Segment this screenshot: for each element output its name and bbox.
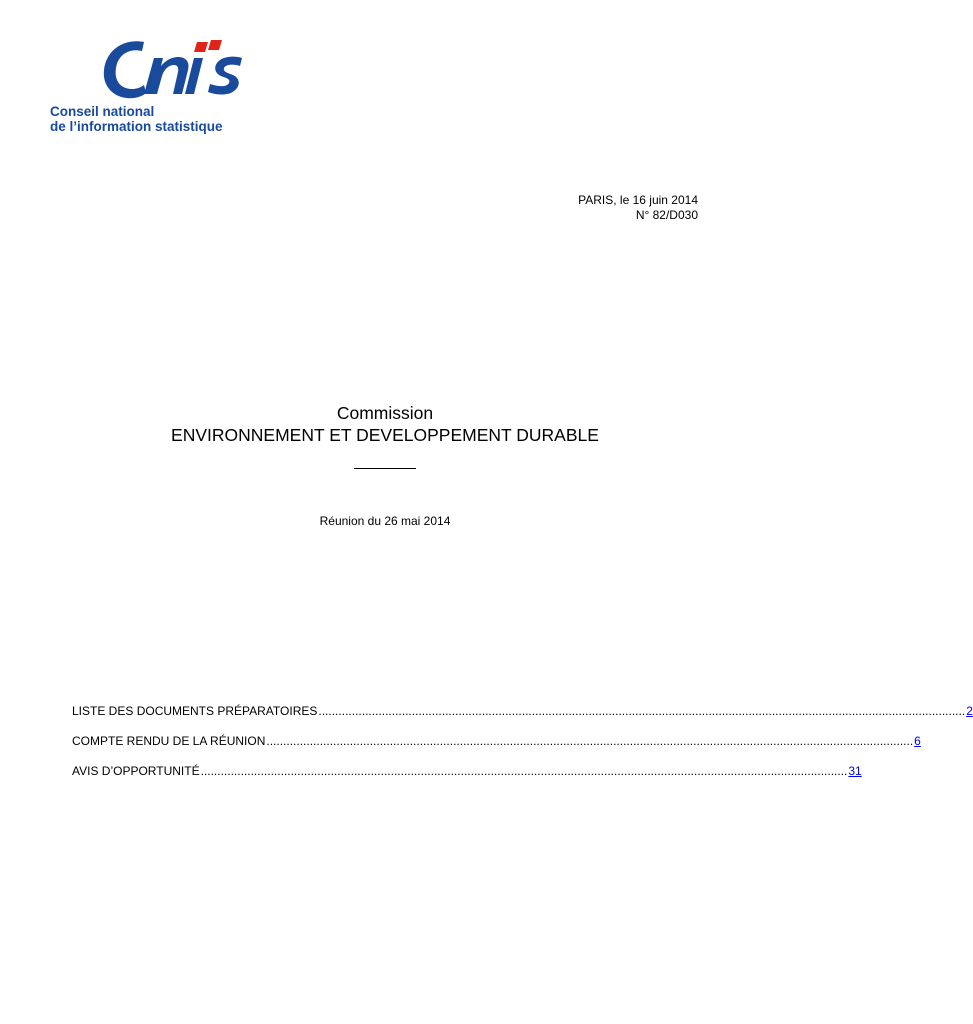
toc-entry-label: AVIS D’OPPORTUNITÉ: [72, 764, 200, 778]
toc-leader-dots: ..................................................................................................................................................................................................: [318, 704, 966, 718]
toc-leader-dots: ..................................................................................................................................................................................................: [200, 764, 848, 778]
org-name: [50, 104, 223, 134]
toc-entry[interactable]: [72, 734, 921, 749]
toc-entry-label: COMPTE RENDU DE LA RÉUNION: [72, 734, 266, 748]
document-date: PARIS, le 16 juin 2014: [578, 193, 698, 207]
document-reference: N° 82/D030: [635, 208, 698, 222]
title-divider: [354, 468, 416, 469]
toc-entry[interactable]: [72, 764, 862, 779]
title-line2: ENVIRONNEMENT ET DEVELOPPEMENT DURABLE: [171, 425, 599, 445]
toc-entry-label: LISTE DES DOCUMENTS PRÉPARATOIRES: [72, 704, 318, 718]
org-name-line1: Conseil national: [50, 104, 155, 119]
document-title: [0, 402, 770, 469]
table-of-contents: [72, 704, 973, 794]
org-name-line2: de l’information statistique: [50, 119, 223, 134]
document-meta: [578, 193, 698, 223]
toc-page-link[interactable]: 31: [848, 764, 862, 778]
title-line1: Commission: [336, 403, 434, 423]
toc-leader-dots: ..................................................................................................................................................................................................: [266, 734, 914, 748]
cnis-logo: [50, 36, 250, 136]
toc-page-link[interactable]: 2: [966, 704, 973, 718]
toc-page-link[interactable]: 6: [914, 734, 921, 748]
toc-entry[interactable]: [72, 704, 973, 719]
meeting-date: Réunion du 26 mai 2014: [319, 514, 451, 528]
cnis-logo-icon: [100, 36, 260, 104]
